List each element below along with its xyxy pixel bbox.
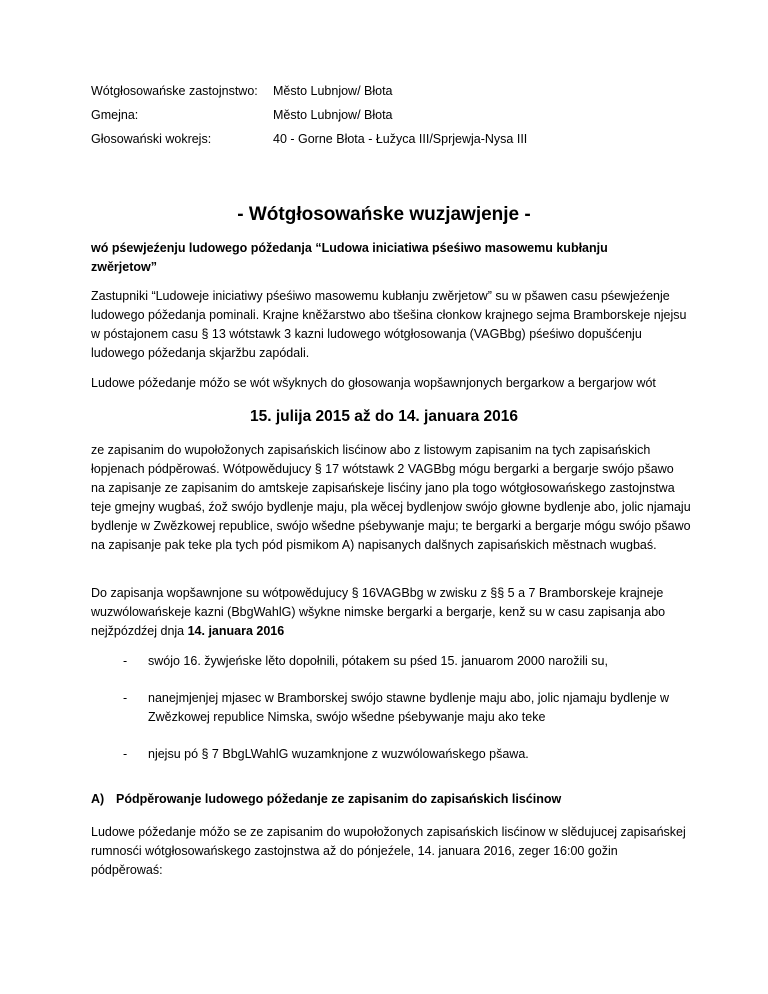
list-dash: - bbox=[123, 691, 128, 705]
meta-label: Wótgłosowańske zastojnstwo: bbox=[91, 84, 258, 98]
list-item-text: swójo 16. žywjeńske lěto dopołnili, pótakem su pśed 15. januarom 2000 narožili su, bbox=[148, 654, 608, 668]
section-a-letter: A) bbox=[91, 792, 105, 806]
page-title: - Wótgłosowańske wuzjawjenje - bbox=[237, 204, 531, 225]
paragraph-1: Zastupniki “Ludoweje iniciatiwy pśeśiwo masowemu kubłanju zwěrjetow” su w pšawen casu pśewjeźenje ludowego póžedanja pominali. Krajne kněžarstwo abo tšešina cłonkow krajnego sejma Bramborskeje njejsu w póstajonem casu § 13 wótstawk 3 kazni ludowego wótgłosowanja (VAGBbg) pśeśiwo dopušćenju ludowego póžedanja skjaržbu zapódali. bbox=[91, 289, 687, 360]
section-a-heading bbox=[91, 790, 691, 808]
date-range-heading: 15. julija 2015 až do 14. januara 2016 bbox=[250, 408, 518, 425]
paragraph-5: Ludowe póžedanje móžo se ze zapisanim do wupołožonych zapisańskich lisćinow w slědujucej zapisańskej rumnosći wótgłosowańskego zastojnstwa až do pónjeźele, 14. januara 2016, zeger 16:00 gožin pódpěrowaś: bbox=[91, 825, 686, 877]
paragraph-3: ze zapisanim do wupołožonych zapisańskich lisćinow abo z listowym zapisanim na tych zapisańskich łopjenach pódpěrowaś. Wótpowědujucy § 17 wótstawk 2 VAGBbg mógu bergarki a bergarje swójo pšawo na zapisanje ze zapisanim do amtskeje zapisańskeje lisćiny jano pla togo wótgłosowańskego zastojnstwa teje gmejny wugbaś, źož swójo bydlenje maju, pla wěcej bydlenjow swójo głowne bydlenje abo, jolic njamaju bydlenje w Zwězkowej republice, swójo wšedne pśebywanje maju; te bergarki a bergarje mógu swójo pšawo na zapisanje pak teke pla tych pód pismikom A) napisanych dalšnych zapisańskich městnach wugbaś. bbox=[91, 443, 691, 552]
list-dash: - bbox=[123, 654, 128, 668]
paragraph-4-text: Do zapisanja wopšawnjone su wótpowědujucy § 16VAGBbg w zwisku z §§ 5 a 7 Bramborskeje krajneje wuzwólowańskeje kazni (BbgWahlG) wšykne nimske bergarki a bergarje, kenž su w casu zapisanja abo nejžpózdźej dnja bbox=[91, 586, 666, 638]
section-a-title: Pódpěrowanje ludowego póžedanje ze zapisanim do zapisańskich lisćinow bbox=[116, 792, 562, 806]
meta-label: Gmejna: bbox=[91, 108, 139, 122]
meta-value: Město Lubnjow/ Błota bbox=[273, 84, 393, 98]
subtitle: wó pśewjeźenju ludowego póžedanja “Ludowa iniciatiwa pśeśiwo masowemu kubłanju zwěrjetow” bbox=[91, 241, 608, 274]
meta-value: Město Lubnjow/ Błota bbox=[273, 108, 393, 122]
list-item-text: nanejmjenjej mjasec w Bramborskej swójo stawne bydlenje maju abo, jolic njamaju bydlenje w Zwězkowej republice Nimska, swójo wšedne pśebywanje maju ako teke bbox=[148, 691, 670, 724]
meta-value: 40 - Gorne Błota - Łužyca III/Sprjewja-Nysa III bbox=[273, 132, 528, 146]
paragraph-4 bbox=[91, 584, 691, 641]
paragraph-4-date: 14. januara 2016 bbox=[187, 624, 285, 638]
list-dash: - bbox=[123, 747, 128, 761]
meta-label: Głosowański wokrejs: bbox=[91, 132, 212, 146]
list-item-text: njejsu pó § 7 BbgLWahlG wuzamknjone z wuzwólowańskego pšawa. bbox=[148, 747, 529, 761]
paragraph-2: Ludowe póžedanje móžo se wót wšyknych do głosowanja wopšawnjonych bergarkow a bergarjow wót bbox=[91, 376, 656, 390]
